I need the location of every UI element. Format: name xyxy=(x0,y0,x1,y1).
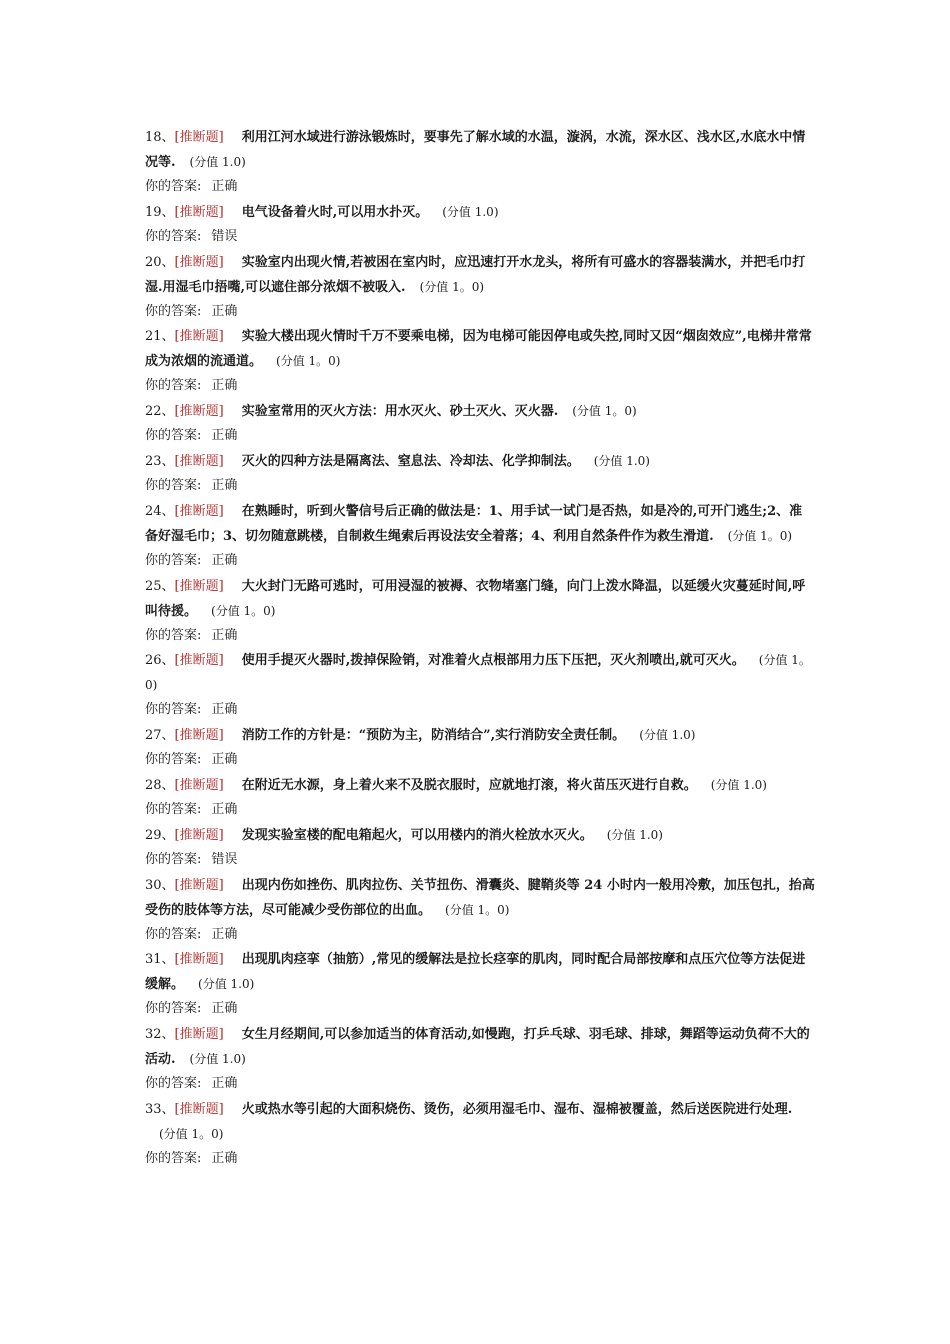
question-text-line xyxy=(145,449,815,474)
question-type: [推断题] xyxy=(174,777,224,793)
answer-label: 你的答案: xyxy=(145,179,202,194)
answer-value: 正确 xyxy=(211,378,238,394)
answer-line xyxy=(145,748,815,773)
question-29 xyxy=(145,823,815,873)
question-18 xyxy=(145,125,815,200)
answer-value: 错误 xyxy=(211,228,238,244)
question-score: (分值 1。0) xyxy=(572,404,637,419)
question-text-line xyxy=(145,125,815,175)
answer-label: 你的答案: xyxy=(145,926,202,942)
answer-value: 正确 xyxy=(211,702,238,718)
question-27 xyxy=(145,723,815,773)
question-score: (分值 1.0) xyxy=(189,1052,246,1067)
question-score: (分值 1.0) xyxy=(710,777,767,792)
question-number: 28、 xyxy=(145,777,175,793)
question-type: [推断题] xyxy=(174,1027,224,1043)
answer-line xyxy=(145,624,815,649)
question-text: 女生月经期间,可以参加适当的体育活动,如慢跑，打乒乓球、羽毛球、排球，舞蹈等运动负荷不大的活动. xyxy=(145,1027,810,1068)
answer-label: 你的答案: xyxy=(145,552,202,568)
answer-label: 你的答案: xyxy=(145,303,202,319)
answer-value: 正确 xyxy=(211,477,238,493)
question-number: 23、 xyxy=(145,453,175,469)
question-number: 19、 xyxy=(145,204,175,220)
question-25 xyxy=(145,574,815,649)
question-text: 实验室内出现火情,若被困在室内时，应迅速打开水龙头，将所有可盛水的容器装满水，并把毛巾打湿.用湿毛巾捂嘴,可以遮住部分浓烟不被吸入. xyxy=(145,254,806,295)
answer-label: 你的答案: xyxy=(145,752,202,768)
question-number: 32、 xyxy=(145,1027,175,1043)
question-list xyxy=(145,125,815,1172)
question-31 xyxy=(145,947,815,1022)
question-type: [推断题] xyxy=(174,453,224,469)
answer-value: 正确 xyxy=(211,926,238,942)
question-score: (分值 1.0) xyxy=(198,977,255,992)
answer-line xyxy=(145,474,815,499)
question-type: [推断题] xyxy=(174,653,224,669)
question-20 xyxy=(145,250,815,325)
question-type: [推断题] xyxy=(174,503,224,519)
question-text-line xyxy=(145,250,815,300)
question-type: [推断题] xyxy=(174,952,224,968)
question-30 xyxy=(145,873,815,948)
question-score: (分值 1.0) xyxy=(442,204,499,219)
question-text-line xyxy=(145,499,815,549)
question-text: 大火封门无路可逃时，可用浸湿的被褥、衣物堵塞门缝，向门上泼水降温，以延缓火灾蔓延时间,呼叫待援。 xyxy=(145,578,806,619)
question-21 xyxy=(145,324,815,399)
question-text: 实验室常用的灭火方法：用水灭火、砂土灭火、灭火器. xyxy=(241,404,559,420)
question-number: 24、 xyxy=(145,503,175,519)
answer-line xyxy=(145,1147,815,1172)
question-text-line xyxy=(145,399,815,424)
question-23 xyxy=(145,449,815,499)
question-text: 发现实验室楼的配电箱起火，可以用楼内的消火栓放水灭火。 xyxy=(241,827,593,843)
answer-label: 你的答案: xyxy=(145,228,202,244)
question-text-line xyxy=(145,574,815,624)
question-number: 25、 xyxy=(145,578,175,594)
question-33 xyxy=(145,1097,815,1172)
answer-value: 错误 xyxy=(211,851,238,867)
question-text-line xyxy=(145,1097,815,1147)
answer-label: 你的答案: xyxy=(145,477,202,493)
question-type: [推断题] xyxy=(174,204,224,220)
question-score: (分值 1。0) xyxy=(159,1126,224,1141)
answer-line xyxy=(145,923,815,948)
answer-line xyxy=(145,798,815,823)
answer-label: 你的答案: xyxy=(145,378,202,394)
question-score: (分值 1.0) xyxy=(189,155,246,169)
question-text-line xyxy=(145,823,815,848)
question-number: 31、 xyxy=(145,952,175,968)
question-text: 电气设备着火时,可以用水扑灭。 xyxy=(241,204,429,220)
question-text-line xyxy=(145,1022,815,1072)
answer-label: 你的答案: xyxy=(145,1150,202,1166)
question-text: 出现肌肉痉挛（抽筋）,常见的缓解法是拉长痉挛的肌肉，同时配合局部按摩和点压穴位等方法促进缓解。 xyxy=(145,952,806,993)
answer-value: 正确 xyxy=(211,179,238,194)
question-type: [推断题] xyxy=(174,130,224,145)
question-type: [推断题] xyxy=(174,827,224,843)
answer-line xyxy=(145,848,815,873)
question-text-line xyxy=(145,200,815,225)
answer-line xyxy=(145,374,815,399)
answer-label: 你的答案: xyxy=(145,801,202,817)
question-score: (分值 1。0) xyxy=(445,902,510,917)
answer-value: 正确 xyxy=(211,801,238,817)
answer-line xyxy=(145,997,815,1022)
question-text-line xyxy=(145,773,815,798)
question-26 xyxy=(145,648,815,723)
question-score: (分值 1。0) xyxy=(419,279,485,294)
answer-line xyxy=(145,225,815,250)
answer-line xyxy=(145,698,815,723)
answer-label: 你的答案: xyxy=(145,428,202,444)
question-number: 29、 xyxy=(145,827,175,843)
question-number: 18、 xyxy=(145,130,175,145)
question-text: 利用江河水域进行游泳锻炼时，要事先了解水域的水温，漩涡，水流，深水区、浅水区,水底水中情况等. xyxy=(145,130,806,170)
question-28 xyxy=(145,773,815,823)
answer-line xyxy=(145,175,815,200)
answer-value: 正确 xyxy=(211,1001,238,1017)
question-number: 20、 xyxy=(145,254,175,270)
answer-line xyxy=(145,300,815,325)
question-number: 22、 xyxy=(145,404,175,420)
question-22 xyxy=(145,399,815,449)
answer-label: 你的答案: xyxy=(145,702,202,718)
answer-value: 正确 xyxy=(211,428,238,444)
question-text: 消防工作的方针是：“预防为主，防消结合”,实行消防安全责任制。 xyxy=(241,728,626,744)
question-type: [推断题] xyxy=(174,578,224,594)
question-24 xyxy=(145,499,815,574)
question-text-line xyxy=(145,947,815,997)
question-text-line xyxy=(145,324,815,374)
question-text: 出现内伤如挫伤、肌肉拉伤、关节扭伤、滑囊炎、腱鞘炎等 24 小时内一般用冷敷，加压包扎，抬高受伤的肢体等方法，尽可能减少受伤部位的出血。 xyxy=(145,877,815,918)
question-type: [推断题] xyxy=(174,877,224,893)
question-score: (分值 1。0) xyxy=(727,528,793,543)
question-text: 火或热水等引起的大面积烧伤、烫伤，必须用湿毛巾、湿布、湿棉被覆盖，然后送医院进行处理. xyxy=(241,1101,793,1117)
answer-line xyxy=(145,1072,815,1097)
question-type: [推断题] xyxy=(174,329,224,345)
answer-value: 正确 xyxy=(211,303,238,319)
answer-value: 正确 xyxy=(211,627,238,643)
answer-label: 你的答案: xyxy=(145,627,202,643)
question-19 xyxy=(145,200,815,250)
question-score: (分值 1。0) xyxy=(145,653,811,693)
question-number: 33、 xyxy=(145,1101,175,1117)
answer-value: 正确 xyxy=(211,752,238,768)
question-type: [推断题] xyxy=(174,728,224,744)
answer-line xyxy=(145,424,815,449)
question-text: 实验大楼出现火情时千万不要乘电梯，因为电梯可能因停电或失控,同时又因“烟囱效应”,电梯井常常成为浓烟的流通道。 xyxy=(145,329,812,370)
answer-value: 正确 xyxy=(211,1150,238,1166)
question-number: 21、 xyxy=(145,329,175,345)
question-number: 30、 xyxy=(145,877,175,893)
question-text-line xyxy=(145,648,815,698)
question-number: 26、 xyxy=(145,653,175,669)
question-text: 在附近无水源，身上着火来不及脱衣服时，应就地打滚，将火苗压灭进行自救。 xyxy=(241,777,697,793)
answer-value: 正确 xyxy=(211,1076,238,1092)
answer-line xyxy=(145,549,815,574)
question-type: [推断题] xyxy=(174,1101,224,1117)
question-score: (分值 1.0) xyxy=(593,453,650,468)
question-32 xyxy=(145,1022,815,1097)
question-score: (分值 1。0) xyxy=(276,354,341,369)
question-score: (分值 1.0) xyxy=(639,728,696,743)
answer-value: 正确 xyxy=(211,552,238,568)
question-score: (分值 1.0) xyxy=(606,827,663,842)
question-text: 使用手提灭火器时,拨掉保险销，对准着火点根部用力压下压把，灭火剂喷出,就可灭火。 xyxy=(241,653,745,669)
answer-label: 你的答案: xyxy=(145,851,202,867)
question-type: [推断题] xyxy=(174,254,224,270)
question-text: 在熟睡时，听到火警信号后正确的做法是：1、用手试一试门是否热，如是冷的,可开门逃生;2、准备好湿毛巾；3、切勿随意跳楼，自制救生绳索后再设法安全着落；4、利用自然条件作为救生滑道. xyxy=(145,503,803,544)
answer-label: 你的答案: xyxy=(145,1001,202,1017)
question-text: 灭火的四种方法是隔离法、窒息法、冷却法、化学抑制法。 xyxy=(241,453,580,469)
question-number: 27、 xyxy=(145,728,175,744)
question-text-line xyxy=(145,873,815,923)
question-text-line xyxy=(145,723,815,748)
answer-label: 你的答案: xyxy=(145,1076,202,1092)
question-type: [推断题] xyxy=(174,404,224,420)
question-score: (分值 1。0) xyxy=(211,603,276,618)
